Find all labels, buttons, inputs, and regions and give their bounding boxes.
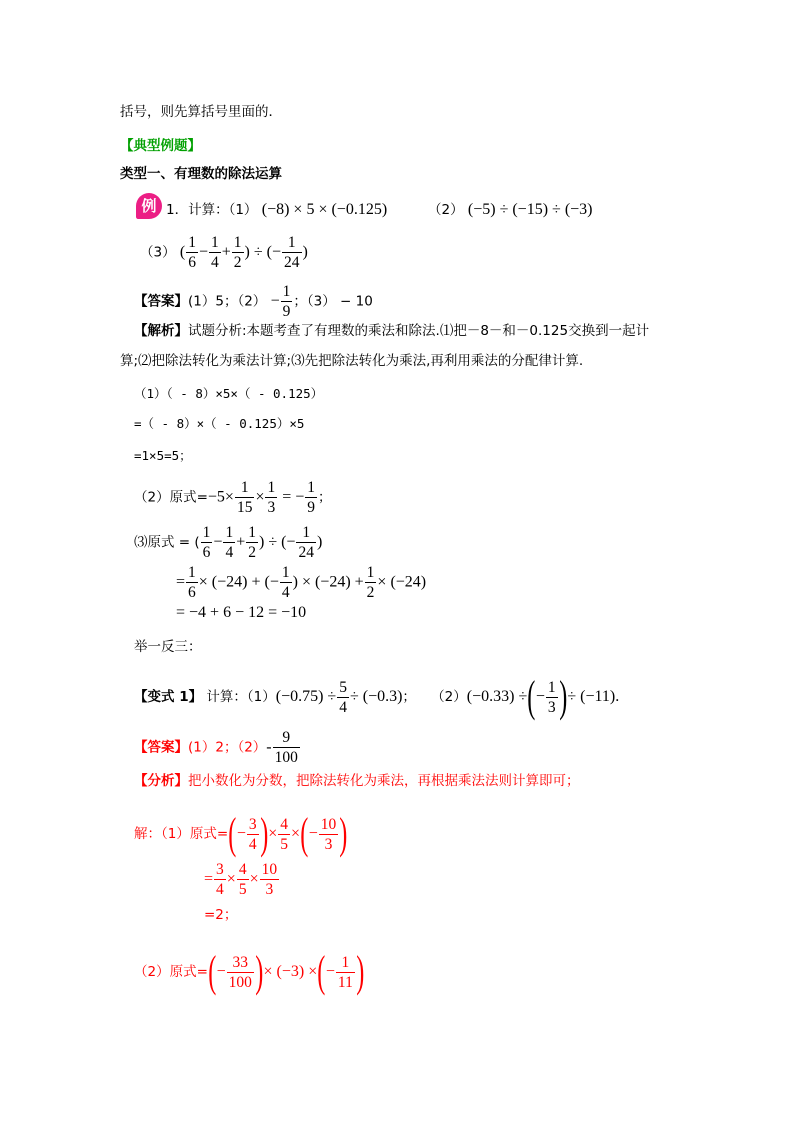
denominator: 24 <box>298 544 314 561</box>
numerator: 1 <box>302 524 311 541</box>
operator: × <box>249 870 259 888</box>
part2-label: （2） <box>428 202 464 218</box>
practice-question <box>134 672 620 721</box>
fraction <box>186 563 198 602</box>
fraction <box>223 523 235 562</box>
term: × (−3) × <box>263 963 318 980</box>
solution-line4 <box>134 947 365 996</box>
p3-open: ( <box>179 243 186 261</box>
p3-close: ) <box>302 243 308 261</box>
fraction <box>280 563 292 602</box>
separator: ； <box>402 689 416 705</box>
numerator: 1 <box>307 479 316 496</box>
open-paren: ( <box>317 947 326 996</box>
answer-line <box>134 282 373 321</box>
operator: × <box>291 825 301 842</box>
denominator: 2 <box>366 584 375 601</box>
example-part2 <box>428 201 593 219</box>
analysis2-text: 把小数化为分数，把除法转化为乘法，再根据乘法法则计算即可； <box>188 773 580 789</box>
operator: + <box>221 243 231 261</box>
analysis-line2: 算;⑵把除法转化为乘法计算;⑶先把除法转化为乘法,再利用乘法的分配律计算. <box>120 353 584 369</box>
term: × (−24) <box>377 573 427 591</box>
analysis-text: 试题分析:本题考查了有理数的乘法和除法.⑴把－8－和－0.125交换到一起计 <box>188 323 650 339</box>
step4-prefix: （2）原式= <box>134 489 208 506</box>
fraction <box>247 815 259 854</box>
close-paren: ) <box>255 947 264 996</box>
section-header: 【典型例题】 <box>120 138 201 154</box>
step-6 <box>176 563 426 602</box>
numerator: 1 <box>211 234 219 251</box>
numerator: 1 <box>267 479 276 496</box>
denominator: 5 <box>280 835 289 853</box>
denominator: 11 <box>337 973 353 991</box>
numerator: 10 <box>261 861 278 878</box>
fraction <box>281 282 293 321</box>
answer2-line <box>134 728 301 767</box>
numerator: 1 <box>188 234 196 251</box>
example-question <box>166 201 387 219</box>
step4-end: ； <box>318 489 332 506</box>
fraction <box>260 860 280 899</box>
operator: ) ÷ (− <box>244 243 281 261</box>
close-paren: ) <box>356 947 365 996</box>
practice-title: 举一反三： <box>134 639 202 655</box>
solution-line3: =2； <box>204 907 238 923</box>
denominator: 2 <box>233 254 242 271</box>
fraction <box>201 523 213 562</box>
denominator: 4 <box>216 881 224 898</box>
numerator: 1 <box>188 564 196 581</box>
fraction <box>319 815 339 854</box>
question-number: 1．计算： <box>166 202 229 218</box>
denominator: 4 <box>225 544 234 561</box>
operator: = <box>204 870 214 888</box>
numerator: 4 <box>280 815 289 833</box>
fraction <box>365 563 377 602</box>
denominator: 4 <box>248 835 257 853</box>
denominator: 3 <box>547 698 556 716</box>
solution-line2 <box>204 860 280 899</box>
numerator: 1 <box>233 234 242 251</box>
analysis2-label: 【分析】 <box>134 773 188 789</box>
step-2: =（ - 8）×（ - 0.125）×5 <box>134 416 305 431</box>
fraction <box>336 953 355 992</box>
numerator: 4 <box>238 861 247 878</box>
neg-sign: - <box>266 738 272 756</box>
expr: ÷ (−11) <box>567 688 616 705</box>
analysis-line1 <box>134 322 649 340</box>
denominator: 100 <box>228 973 252 991</box>
step-5 <box>134 523 322 562</box>
open-paren: ( <box>208 947 217 996</box>
numerator: 10 <box>320 815 337 833</box>
expr: ÷ (−0.3) <box>349 688 403 705</box>
denominator: 6 <box>202 544 211 561</box>
numerator: 1 <box>547 678 556 696</box>
fraction <box>235 478 255 517</box>
expr: (−0.75) ÷ <box>275 688 337 705</box>
analysis-label: 【解析】 <box>134 323 188 339</box>
part3-label: （3） <box>140 244 176 261</box>
operator: + <box>236 533 246 551</box>
fraction <box>209 233 221 272</box>
solution-prefix: （2）原式= <box>134 964 208 980</box>
fraction <box>186 233 198 272</box>
operator: ) ÷ (− <box>258 533 296 551</box>
part2-label: （2） <box>437 689 467 705</box>
numerator: 1 <box>202 524 211 541</box>
numerator: 5 <box>339 678 347 696</box>
denominator: 15 <box>236 499 253 516</box>
numerator: 1 <box>225 524 234 541</box>
step-1: （1）（ - 8）×5×（ - 0.125） <box>134 386 324 401</box>
open-paren: ( <box>527 672 536 721</box>
numerator: 33 <box>232 953 248 971</box>
denominator: 9 <box>307 499 316 516</box>
operator: = − <box>278 488 305 506</box>
denominator: 100 <box>274 749 298 766</box>
operator: − <box>198 243 208 261</box>
practice-lead: 计算：（1） <box>202 689 276 705</box>
close-paren: ) <box>259 809 268 858</box>
neg-sign: − <box>308 825 318 842</box>
fraction <box>265 478 277 517</box>
example-part3 <box>140 233 308 272</box>
operator: − <box>213 533 223 551</box>
numerator: 3 <box>248 815 257 833</box>
fraction <box>273 728 300 767</box>
fraction <box>546 678 558 717</box>
close-paren: ) <box>558 672 568 721</box>
operator: × <box>268 825 278 842</box>
denominator: 9 <box>282 303 291 320</box>
part2-expr: (−5) ÷ (−15) ÷ (−3) <box>467 201 593 218</box>
denominator: 2 <box>248 544 256 561</box>
numerator: 1 <box>281 564 290 581</box>
answer-text-tail: ；（3） − 10 <box>293 293 373 310</box>
practice-label: 【变式 1】 <box>134 689 203 705</box>
denominator: 3 <box>319 834 339 854</box>
example-badge-icon: 例 <box>136 193 162 219</box>
expr: (−0.33) ÷ <box>466 688 528 705</box>
open-paren: ( <box>300 809 309 858</box>
step-3: =1×5=5； <box>134 448 192 463</box>
fraction <box>246 523 258 562</box>
close-paren: ) <box>339 809 348 858</box>
fraction <box>278 815 290 854</box>
fraction <box>227 953 254 992</box>
fraction <box>237 860 249 899</box>
solution-prefix: 解：（1）原式= <box>134 826 229 842</box>
neg-sign: − <box>270 292 280 310</box>
denominator: 24 <box>284 254 300 271</box>
intro-text: 括号，则先算括号里面的． <box>120 104 282 120</box>
answer2-text: (1）2；（2） <box>188 739 267 756</box>
fraction <box>337 678 349 717</box>
numerator: 1 <box>341 953 350 971</box>
period: . <box>615 688 620 705</box>
operator: × <box>255 488 265 506</box>
denominator: 6 <box>188 254 196 271</box>
neg-sign: − <box>325 963 335 980</box>
denominator: 3 <box>260 879 280 899</box>
denominator: 4 <box>281 584 290 601</box>
answer2-label: 【答案】 <box>134 739 188 756</box>
operator: = <box>176 573 186 591</box>
part1-label: （1） <box>228 202 258 218</box>
fraction <box>214 860 226 899</box>
analysis2-line <box>134 772 580 790</box>
step-7: = −4 + 6 − 12 = −10 <box>176 604 307 621</box>
numerator: 1 <box>287 234 296 251</box>
neg-sign: − <box>535 688 545 705</box>
fraction <box>296 523 316 562</box>
fraction <box>282 233 302 272</box>
neg-sign: − <box>216 963 226 980</box>
denominator: 6 <box>188 584 196 601</box>
term: × (−24) + (− <box>198 573 279 591</box>
numerator: 9 <box>282 729 291 746</box>
denominator: 5 <box>238 881 247 898</box>
step5-prefix: ⑶原式 = ( <box>134 534 200 551</box>
answer-text: (1）5；（2） <box>188 293 267 310</box>
step-4 <box>134 478 332 517</box>
part1-expr: (−8) × 5 × (−0.125) <box>261 201 388 218</box>
denominator: 3 <box>267 499 276 516</box>
term: −5× <box>207 488 234 506</box>
closing: ) <box>316 533 323 551</box>
numerator: 1 <box>282 283 291 300</box>
denominator: 4 <box>211 254 219 271</box>
numerator: 1 <box>366 564 375 581</box>
denominator: 4 <box>339 698 347 716</box>
answer-label: 【答案】 <box>134 293 188 310</box>
neg-sign: − <box>236 825 246 842</box>
fraction <box>305 478 317 517</box>
type-heading: 类型一、有理数的除法运算 <box>120 166 282 182</box>
term: ) × (−24) + <box>292 573 364 591</box>
numerator: 1 <box>248 524 256 541</box>
fraction <box>232 233 244 272</box>
numerator: 1 <box>240 479 249 496</box>
numerator: 3 <box>216 861 224 878</box>
solution-line1 <box>134 809 348 858</box>
operator: × <box>226 870 236 888</box>
open-paren: ( <box>228 809 237 858</box>
